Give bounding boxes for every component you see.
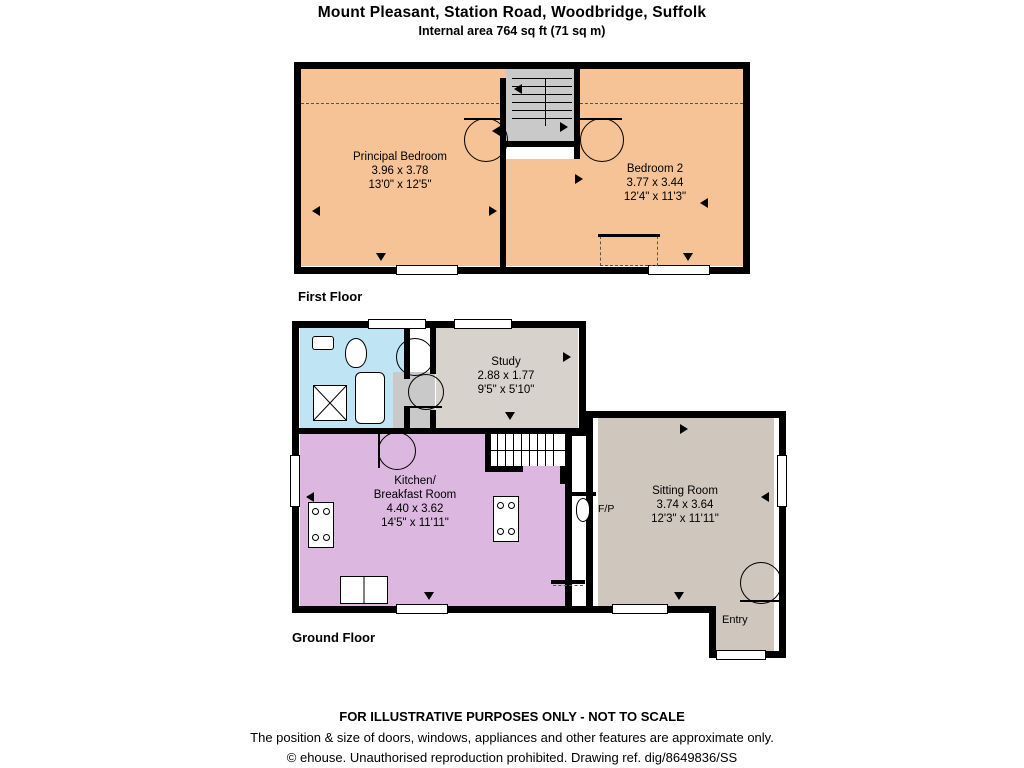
wall-sitting-right [779,411,786,658]
room-label-bedroom-2 [580,162,730,204]
window-kitchen-bottom [396,604,448,614]
ground-floor-label: Ground Floor [292,630,376,645]
landing-fill [506,69,580,147]
stair-arrow-right [560,122,568,132]
window-kitchen-left [290,455,300,507]
kitchen-name-line1: Kitchen/ [394,475,436,487]
cupboard-wall [598,234,660,237]
sitting-room-imperial: 12'3" x 11'11" [651,513,719,525]
door-leaf-sitting [740,600,780,602]
page-title: Mount Pleasant, Station Road, Woodbridge, Suffolk [317,4,707,21]
sitting-room-metric: 3.74 x 3.64 [656,499,714,511]
door-swing-bedroom2 [580,118,624,162]
toilet-fixture [345,338,367,368]
hob-ring [312,508,319,515]
threshold-wall [551,580,585,584]
door-swing-sitting [740,562,782,604]
kitchen-name-line2: Breakfast Room [373,489,457,501]
fireplace-wall-top [572,492,596,496]
landing-gap [506,147,574,159]
stair-step [512,110,572,111]
footer-disclaimer-body: The position & size of doors, windows, appliances and other features are approximate only. [250,730,774,745]
entry-label: Entry [722,614,748,626]
wall-first-right [743,62,750,274]
sink-fixture [312,336,334,350]
bath-fixture [355,372,385,424]
principal-bedroom-imperial: 13'0" x 12'5" [368,179,432,191]
hob-ring [312,534,319,541]
first-floor-label: First Floor [298,289,363,304]
stair-arrow-left [514,84,522,94]
kitchen-metric: 4.40 x 3.62 [386,503,444,515]
door-swing-study [396,338,434,376]
wall-sitting-top [586,411,786,418]
door-leaf-bedroom2 [580,118,622,120]
door-arrow-principal [492,126,500,136]
window-sitting-bottom [612,604,668,614]
threshold-line [553,585,583,586]
dim-arrow [312,206,320,216]
fireplace-label: F/P [598,503,615,515]
bedroom-2-metric: 3.77 x 3.44 [626,177,684,189]
stair-step [512,94,572,95]
wall-first-top [294,62,750,69]
window-sitting-right [777,455,787,507]
stair-step [512,102,572,103]
dim-arrow [489,206,497,216]
hob-ring [508,502,515,509]
cupboard-outline [600,236,658,266]
bedroom-2-name: Bedroom 2 [626,163,684,175]
study-name: Study [491,356,521,368]
principal-bedroom-name: Principal Bedroom [353,151,447,163]
window-first-right [648,265,710,275]
stair-step [512,78,572,79]
room-label-sitting-room [605,484,765,526]
sink-bowls-icon [340,576,388,604]
sitting-room-name: Sitting Room [652,485,718,497]
dim-arrow [424,592,434,600]
dim-arrow [376,253,386,261]
door-leaf-kitchen [378,432,380,468]
dim-arrow [674,592,684,600]
study-metric: 2.88 x 1.77 [477,370,535,382]
door-leaf-study [430,338,432,374]
principal-bedroom-metric: 3.96 x 3.78 [371,165,429,177]
dim-arrow [306,492,314,502]
page-subtitle: Internal area 764 sq ft (71 sq m) [418,24,606,38]
hob-ring [508,528,515,535]
hob-ring [323,508,330,515]
room-label-kitchen [330,474,500,530]
window-first-left [396,265,458,275]
bedroom-2-imperial: 12'4" x 11'3" [623,191,687,203]
dim-arrow [505,412,515,420]
door-leaf-hall [408,406,442,408]
study-imperial: 9'5" x 5'10" [477,384,535,396]
stair-stringer [491,450,565,451]
eaves-line-left [301,103,499,104]
room-label-principal-bedroom [300,150,500,192]
wall-ground-top [292,321,586,328]
fireplace-hearth [576,498,590,522]
room-label-study [436,355,576,397]
footer-disclaimer-title: FOR ILLUSTRATIVE PURPOSES ONLY - NOT TO SCALE [339,709,685,724]
door-swing-kitchen [378,432,416,470]
dim-arrow [680,424,688,434]
eaves-line-right [580,103,743,104]
shower-cross-icon [313,385,347,421]
wall-first-partition [500,140,506,268]
hob-ring [323,534,330,541]
window-ground-top-left [368,319,426,329]
kitchen-imperial: 14'5" x 11'11" [381,517,449,529]
window-entry [716,650,766,660]
stair-stringer [545,78,546,126]
wall-ground-mid-right-upper [579,321,586,431]
footer-copyright: © ehouse. Unauthorised reproduction prohibited. Drawing ref. dig/8649836/SS [286,750,738,765]
dim-arrow [683,253,693,261]
window-ground-top-right [454,319,512,329]
door-leaf-principal [464,118,506,120]
stair-step [512,118,572,119]
